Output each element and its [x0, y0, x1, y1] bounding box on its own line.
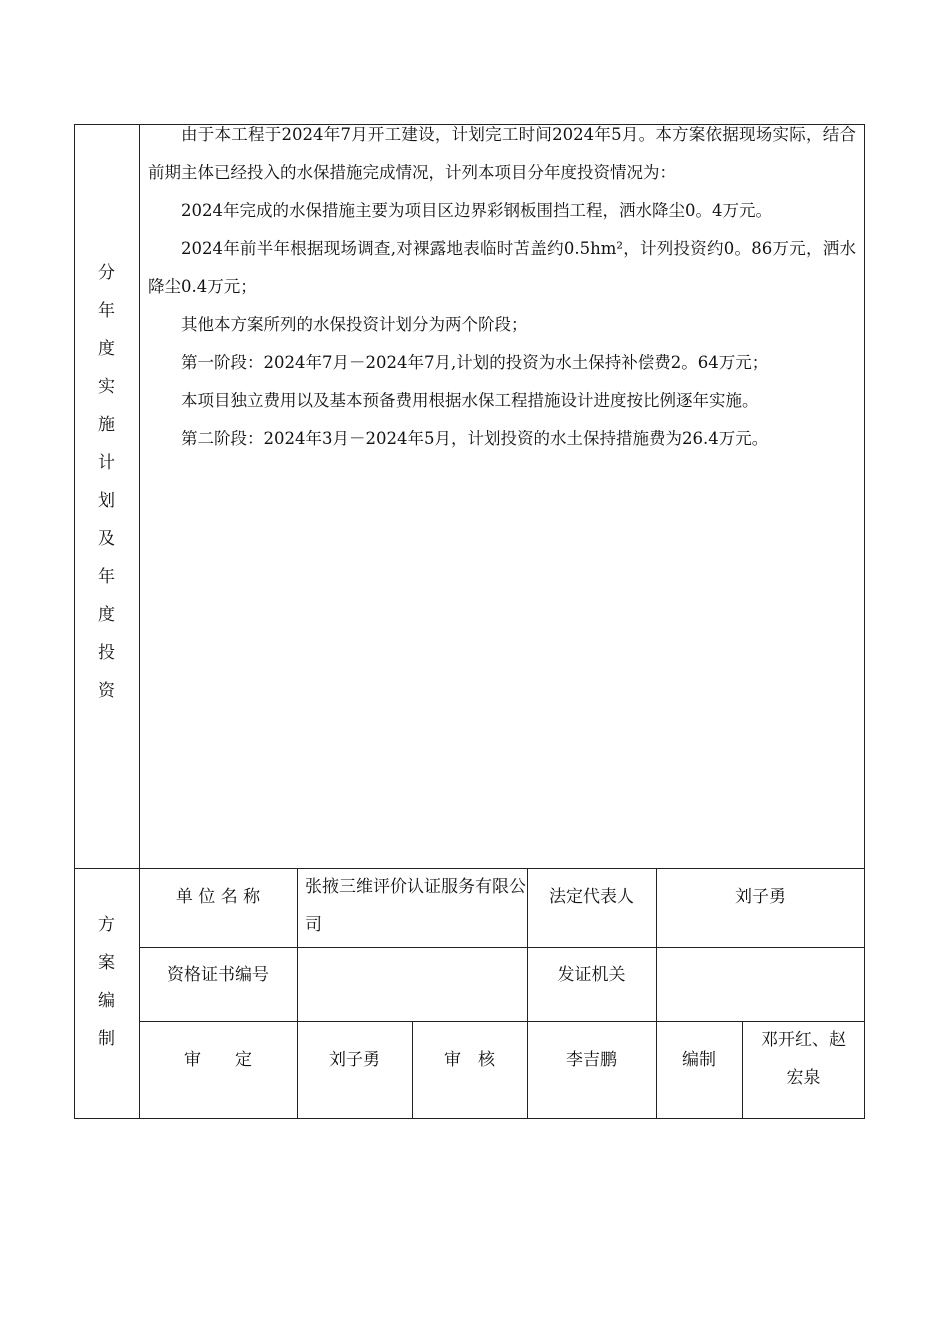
annual-plan-label-char: 度 — [98, 605, 115, 625]
cert-no-value — [297, 947, 527, 1003]
review-label: 审 核 — [444, 1050, 495, 1070]
plan-paragraph: 2024年完成的水保措施主要为项目区边界彩钢板围挡工程，洒水降尘0。4万元。 — [181, 201, 772, 220]
cert-no-label: 资格证书编号 — [167, 965, 269, 985]
section-label-annual-plan — [74, 254, 139, 710]
approve-label: 审 定 — [184, 1050, 252, 1070]
issuer-value — [656, 947, 865, 1003]
annual-plan-label-char: 年 — [98, 567, 115, 587]
legal-rep-value: 刘子勇 — [735, 887, 786, 907]
plan-paragraph: 本项目独立费用以及基本预备费用根据水保工程措施设计进度按比例逐年实施。 — [181, 391, 759, 410]
plan-paragraph: 由于本工程于2024年7月开工建设，计划完工时间2024年5月。本方案依据现场实际，结合前期主体已经投入的水保措施完成情况，计列本项目分年度投资情况为： — [148, 125, 856, 182]
plan-compilation-label-char: 制 — [98, 1029, 115, 1049]
annual-plan-label-char: 度 — [98, 339, 115, 359]
annual-plan-label-char: 资 — [98, 681, 115, 701]
annual-plan-label-char: 及 — [98, 529, 115, 549]
compile-label: 编制 — [682, 1050, 716, 1070]
section-label-plan-compilation — [74, 906, 139, 1058]
annual-plan-label-char: 投 — [98, 643, 115, 663]
plan-compilation-label-char: 方 — [98, 915, 115, 935]
plan-compilation-label-char: 案 — [98, 953, 115, 973]
approve-value: 刘子勇 — [329, 1050, 380, 1070]
review-value: 李吉鹏 — [566, 1050, 617, 1070]
compile-value: 邓开红、赵宏泉 — [761, 1030, 846, 1088]
legal-rep-label: 法定代表人 — [549, 887, 634, 907]
unit-name-label: 单 位 名 称 — [175, 887, 261, 907]
annual-plan-label-char: 施 — [98, 415, 115, 435]
annual-plan-content — [148, 116, 856, 458]
annual-plan-label-char: 划 — [98, 491, 115, 511]
plan-paragraph: 其他本方案所列的水保投资计划分为两个阶段； — [181, 315, 528, 334]
plan-paragraph: 第二阶段：2024年3月－2024年5月，计划投资的水土保持措施费为26.4万元。 — [181, 429, 769, 448]
annual-plan-label-char: 分 — [98, 263, 115, 283]
annual-plan-label-char: 实 — [98, 377, 115, 397]
plan-paragraph: 第一阶段：2024年7月－2024年7月,计划的投资为水土保持补偿费2。64万元； — [181, 353, 769, 372]
annual-plan-label-char: 计 — [98, 453, 115, 473]
unit-name-value: 张掖三维评价认证服务有限公司 — [305, 877, 526, 935]
plan-compilation-label-char: 编 — [98, 991, 115, 1011]
annual-plan-label-char: 年 — [98, 301, 115, 321]
plan-paragraph: 2024年前半年根据现场调查,对裸露地表临时苫盖约0.5hm²，计列投资约0。86万元，洒水降尘0.4万元； — [148, 239, 856, 296]
issuer-label: 发证机关 — [557, 965, 626, 985]
